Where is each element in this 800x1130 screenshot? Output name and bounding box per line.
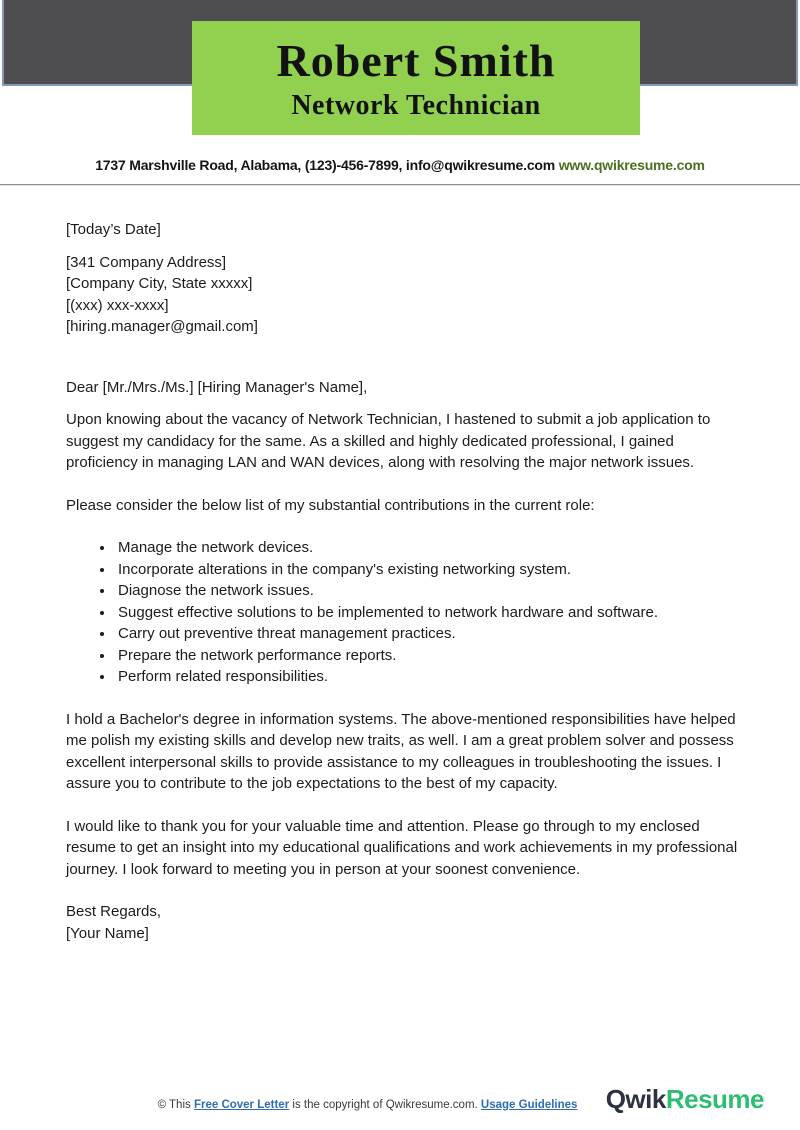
- recipient-address-line: [hiring.manager@gmail.com]: [66, 318, 258, 335]
- paragraph-list-leadin: Please consider the below list of my substantial contributions in the current role:: [66, 496, 595, 514]
- list-item: • Incorporate alterations in the company's existing networking system.: [115, 559, 738, 581]
- list-item: • Perform related responsibilities.: [115, 666, 738, 688]
- list-item: • Prepare the network performance reports.: [115, 645, 738, 667]
- date-placeholder: [Today’s Date]: [66, 221, 161, 238]
- paragraph-intro: Upon knowing about the vacancy of Network Technician, I hastened to submit a job application to suggest my candidacy for the same. As a skilled and highly dedicated professional, I gained proficiency in managing LAN and WAN devices, along with resolving the major network issues.: [66, 411, 711, 471]
- list-item: • Diagnose the network issues.: [115, 580, 738, 602]
- recipient-address-block: [66, 252, 738, 338]
- logo-text-qwik: Qwik: [605, 1084, 666, 1114]
- copyright-text: is the copyright of Qwikresume.com.: [289, 1099, 481, 1111]
- contact-website-link[interactable]: www.qwikresume.com: [558, 157, 705, 173]
- copyright-text: © This: [157, 1099, 194, 1111]
- recipient-address-line: [Company City, State xxxxx]: [66, 275, 253, 292]
- list-item: • Suggest effective solutions to be implemented to network hardware and software.: [115, 602, 738, 624]
- contact-info: 1737 Marshville Road, Alabama, (123)-456-7899, info@qwikresume.com: [95, 157, 556, 173]
- list-item: • Carry out preventive threat management practices.: [115, 623, 738, 645]
- contact-line: [0, 157, 800, 173]
- paragraph-qualifications: I hold a Bachelor's degree in information systems. The above-mentioned responsibilities have helped me polish my existing skills and develop new traits, as well. I am a great problem solver and possess excellent interpersonal skills to provide assistance to my colleagues in troubleshooting the issues. I assure you to contribute to the job expectations to the best of my capacity.: [66, 710, 736, 792]
- salutation: Dear [Mr./Mrs./Ms.] [Hiring Manager's Name],: [66, 378, 368, 396]
- list-item: • Manage the network devices.: [115, 537, 738, 559]
- closing-block: [66, 901, 738, 944]
- recipient-address-line: [341 Company Address]: [66, 253, 227, 271]
- job-title: Network Technician: [291, 89, 541, 121]
- recipient-address-line: [(xxx) xxx-xxxx]: [66, 296, 169, 314]
- signature-placeholder: [Your Name]: [66, 924, 149, 942]
- contributions-list: [66, 537, 738, 688]
- free-cover-letter-link[interactable]: Free Cover Letter: [193, 1099, 290, 1111]
- candidate-name: Robert Smith: [276, 34, 556, 86]
- usage-guidelines-link[interactable]: Usage Guidelines: [480, 1099, 578, 1111]
- closing-regards: Best Regards,: [66, 903, 162, 920]
- qwikresume-logo: [606, 1084, 764, 1115]
- logo-text-resume: Resume: [665, 1084, 764, 1114]
- letter-body: [66, 186, 738, 944]
- paragraph-thanks: I would like to thank you for your valuable time and attention. Please go through to my enclosed resume to get an insight into my educational qualifications and work achievements in my professional journey. I look forward to meeting you in person at your soonest convenience.: [66, 817, 738, 878]
- header-name-box: [192, 21, 640, 135]
